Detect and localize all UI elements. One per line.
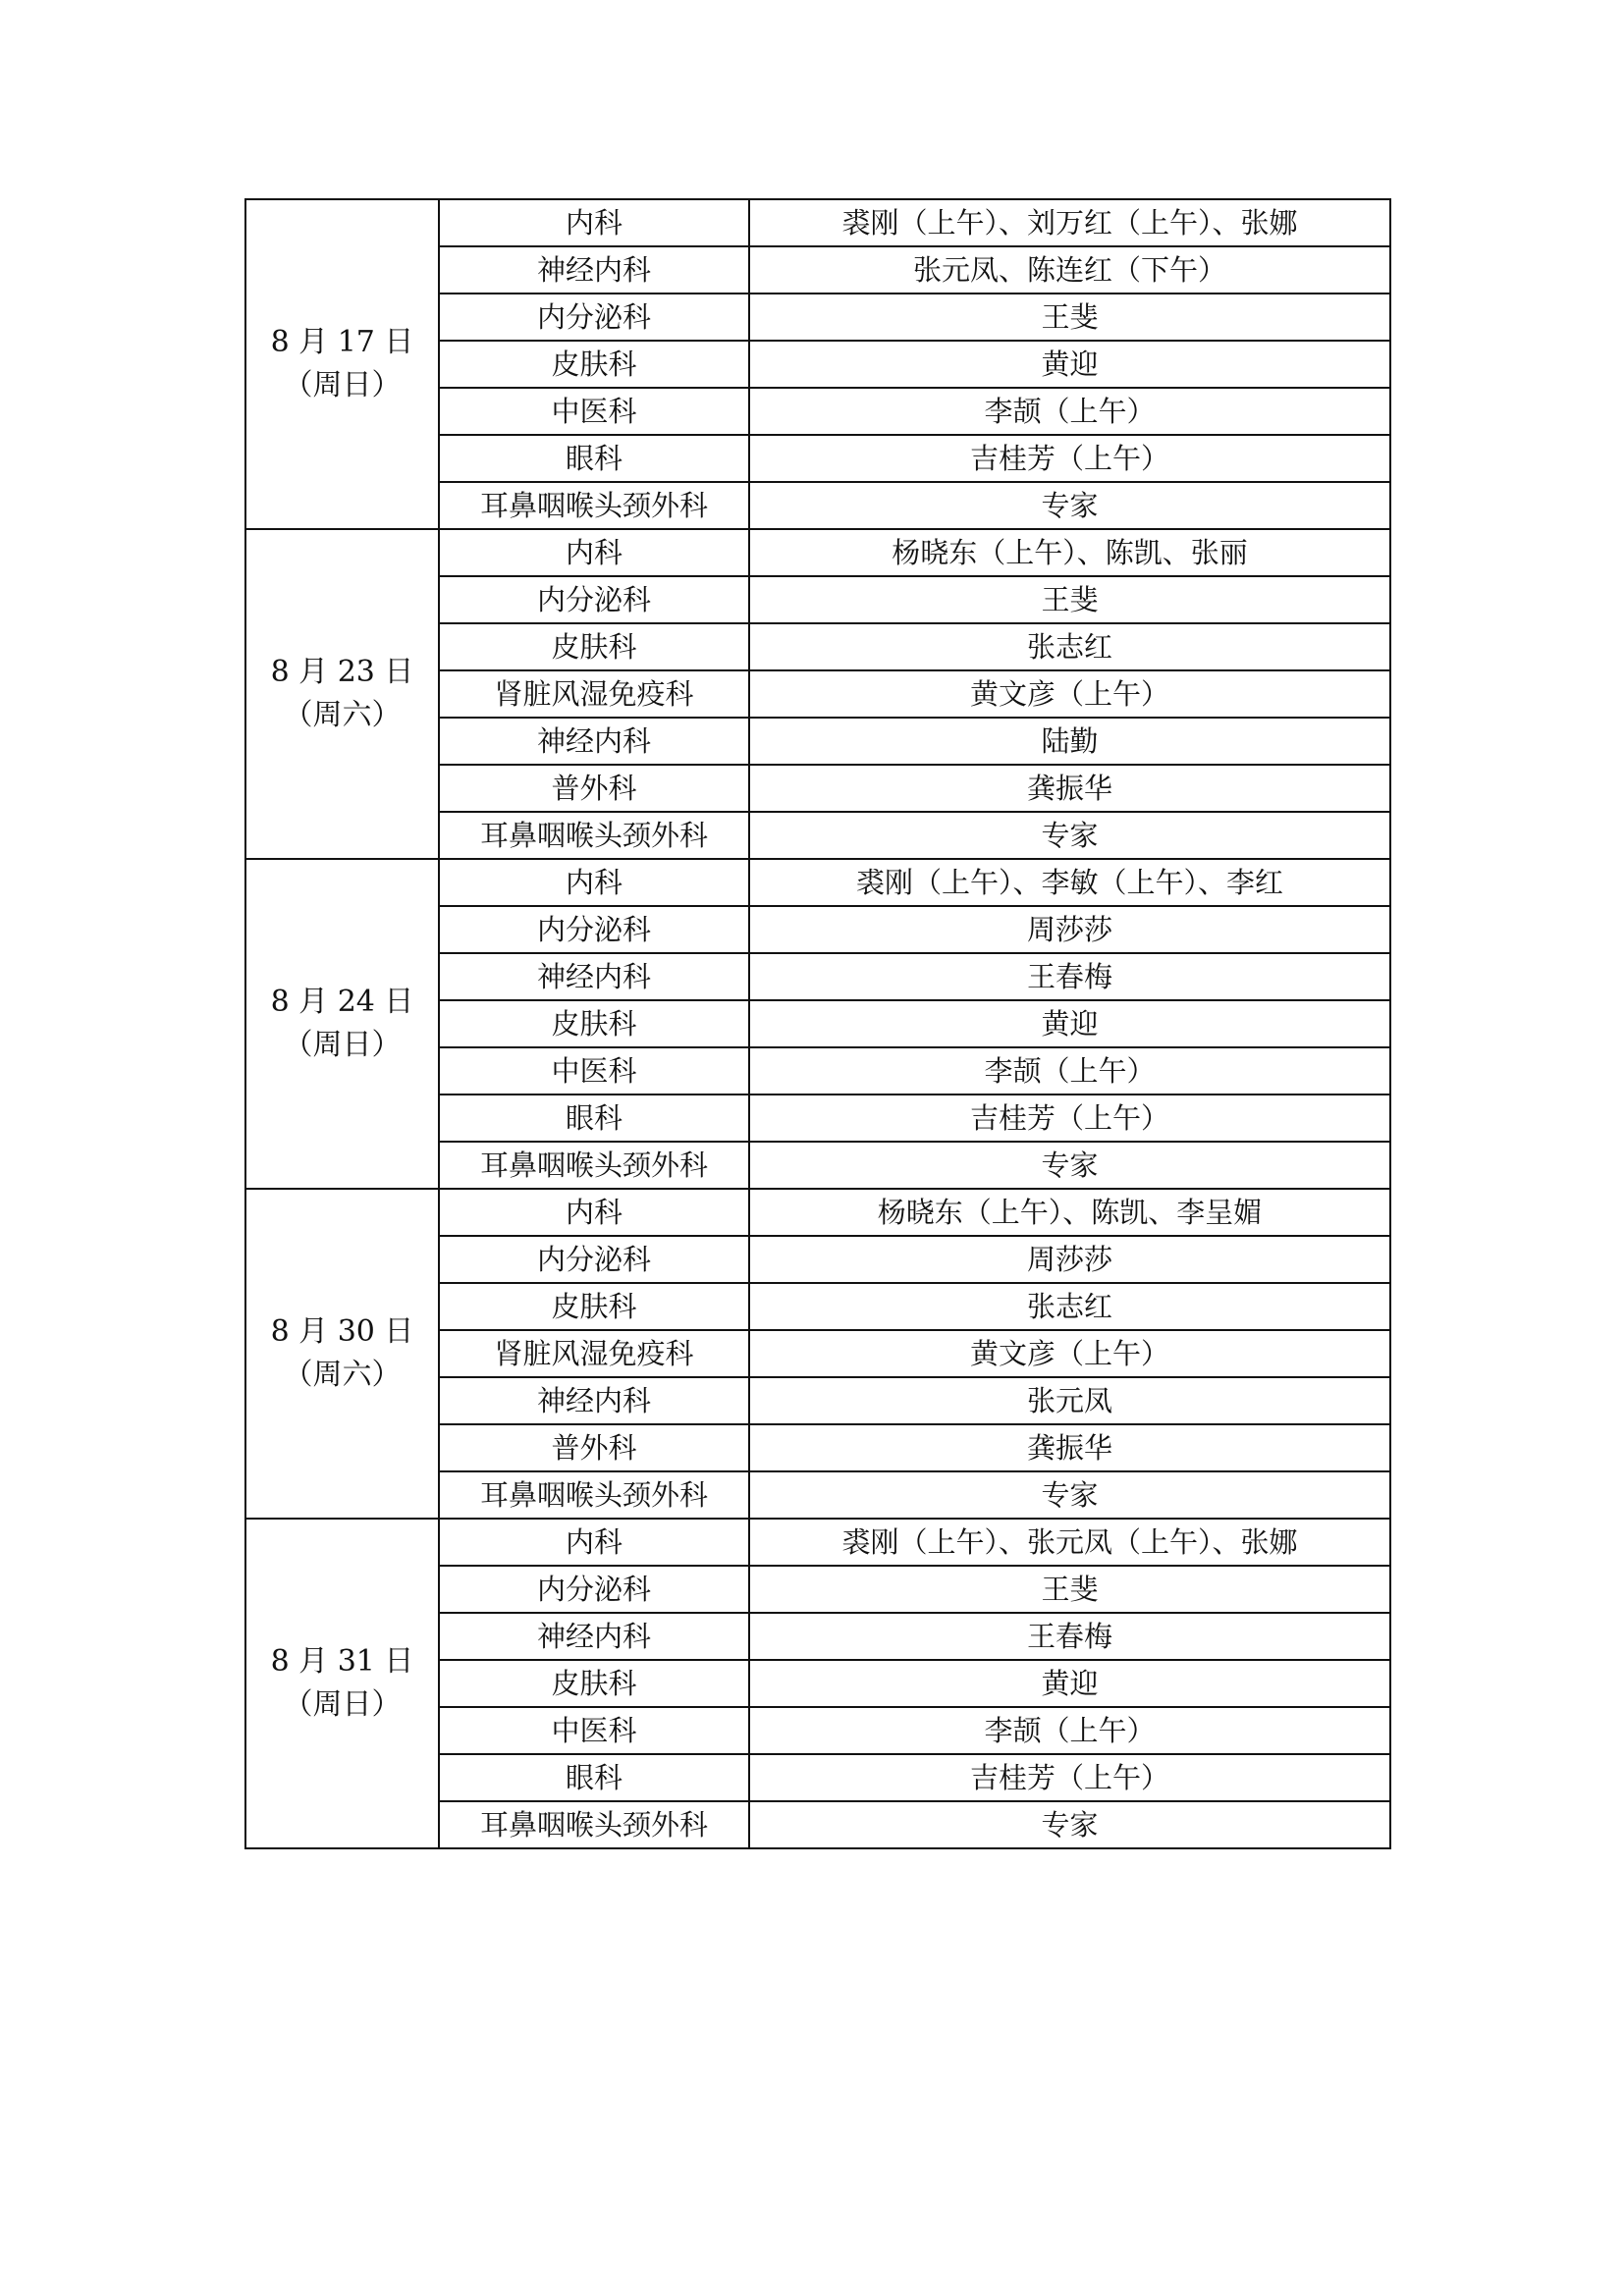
schedule-row xyxy=(245,199,1390,246)
schedule-row xyxy=(245,1189,1390,1236)
department-cell: 中医科 xyxy=(439,1047,749,1095)
doctors-cell: 吉桂芳（上午） xyxy=(749,1095,1390,1142)
department-cell: 普外科 xyxy=(439,1424,749,1471)
doctors-cell: 专家 xyxy=(749,1142,1390,1189)
department-cell: 皮肤科 xyxy=(439,1000,749,1047)
doctors-cell: 专家 xyxy=(749,1471,1390,1519)
doctors-cell: 黄文彦（上午） xyxy=(749,1330,1390,1377)
weekday-label: （周日） xyxy=(283,368,402,402)
department-cell: 神经内科 xyxy=(439,1377,749,1424)
doctors-cell: 王春梅 xyxy=(749,1613,1390,1660)
weekday-label: （周六） xyxy=(283,1358,402,1392)
department-cell: 内科 xyxy=(439,1519,749,1566)
department-cell: 肾脏风湿免疫科 xyxy=(439,670,749,718)
date-label: 8 月 30 日 xyxy=(270,1314,414,1349)
department-cell: 眼科 xyxy=(439,435,749,482)
weekday-label: （周六） xyxy=(283,698,402,732)
department-cell: 神经内科 xyxy=(439,246,749,294)
doctors-cell: 裘刚（上午）、李敏（上午）、李红 xyxy=(749,859,1390,906)
department-cell: 耳鼻咽喉头颈外科 xyxy=(439,1801,749,1848)
date-label: 8 月 17 日 xyxy=(270,325,414,359)
department-cell: 内科 xyxy=(439,199,749,246)
doctors-cell: 张元凤 xyxy=(749,1377,1390,1424)
schedule-row xyxy=(245,859,1390,906)
doctors-cell: 专家 xyxy=(749,1801,1390,1848)
doctors-cell: 龚振华 xyxy=(749,765,1390,812)
department-cell: 耳鼻咽喉头颈外科 xyxy=(439,812,749,859)
department-cell: 皮肤科 xyxy=(439,1660,749,1707)
department-cell: 内科 xyxy=(439,859,749,906)
doctors-cell: 李颉（上午） xyxy=(749,388,1390,435)
doctors-cell: 黄迎 xyxy=(749,1000,1390,1047)
doctors-cell: 专家 xyxy=(749,812,1390,859)
doctors-cell: 陆勤 xyxy=(749,718,1390,765)
department-cell: 肾脏风湿免疫科 xyxy=(439,1330,749,1377)
department-cell: 皮肤科 xyxy=(439,1283,749,1330)
date-cell xyxy=(245,199,439,529)
department-cell: 眼科 xyxy=(439,1095,749,1142)
doctors-cell: 李颉（上午） xyxy=(749,1047,1390,1095)
doctors-cell: 王春梅 xyxy=(749,953,1390,1000)
department-cell: 耳鼻咽喉头颈外科 xyxy=(439,1471,749,1519)
date-label: 8 月 31 日 xyxy=(270,1644,414,1679)
doctors-cell: 张志红 xyxy=(749,623,1390,670)
date-cell xyxy=(245,1189,439,1519)
doctors-cell: 黄迎 xyxy=(749,1660,1390,1707)
department-cell: 普外科 xyxy=(439,765,749,812)
department-cell: 耳鼻咽喉头颈外科 xyxy=(439,1142,749,1189)
doctors-cell: 李颉（上午） xyxy=(749,1707,1390,1754)
doctors-cell: 杨晓东（上午）、陈凯、张丽 xyxy=(749,529,1390,576)
department-cell: 耳鼻咽喉头颈外科 xyxy=(439,482,749,529)
doctors-cell: 吉桂芳（上午） xyxy=(749,1754,1390,1801)
schedule-body xyxy=(245,199,1390,1848)
department-cell: 神经内科 xyxy=(439,953,749,1000)
doctors-cell: 张志红 xyxy=(749,1283,1390,1330)
department-cell: 中医科 xyxy=(439,1707,749,1754)
doctors-cell: 龚振华 xyxy=(749,1424,1390,1471)
date-cell xyxy=(245,859,439,1189)
doctors-cell: 专家 xyxy=(749,482,1390,529)
department-cell: 内分泌科 xyxy=(439,906,749,953)
schedule-row xyxy=(245,529,1390,576)
department-cell: 内分泌科 xyxy=(439,1236,749,1283)
department-cell: 神经内科 xyxy=(439,718,749,765)
schedule-row xyxy=(245,1519,1390,1566)
date-label: 8 月 23 日 xyxy=(270,655,414,689)
doctors-cell: 杨晓东（上午）、陈凯、李呈媚 xyxy=(749,1189,1390,1236)
doctors-cell: 王斐 xyxy=(749,576,1390,623)
doctors-cell: 王斐 xyxy=(749,1566,1390,1613)
department-cell: 皮肤科 xyxy=(439,341,749,388)
department-cell: 内分泌科 xyxy=(439,576,749,623)
clinic-schedule-table xyxy=(244,198,1391,1849)
date-cell xyxy=(245,529,439,859)
department-cell: 皮肤科 xyxy=(439,623,749,670)
department-cell: 神经内科 xyxy=(439,1613,749,1660)
doctors-cell: 黄文彦（上午） xyxy=(749,670,1390,718)
department-cell: 内科 xyxy=(439,1189,749,1236)
department-cell: 内分泌科 xyxy=(439,1566,749,1613)
department-cell: 内分泌科 xyxy=(439,294,749,341)
department-cell: 中医科 xyxy=(439,388,749,435)
department-cell: 内科 xyxy=(439,529,749,576)
weekday-label: （周日） xyxy=(283,1687,402,1722)
doctors-cell: 周莎莎 xyxy=(749,906,1390,953)
weekday-label: （周日） xyxy=(283,1028,402,1062)
doctors-cell: 吉桂芳（上午） xyxy=(749,435,1390,482)
doctors-cell: 张元凤、陈连红（下午） xyxy=(749,246,1390,294)
doctors-cell: 裘刚（上午）、张元凤（上午）、张娜 xyxy=(749,1519,1390,1566)
doctors-cell: 王斐 xyxy=(749,294,1390,341)
date-cell xyxy=(245,1519,439,1848)
doctors-cell: 裘刚（上午）、刘万红（上午）、张娜 xyxy=(749,199,1390,246)
department-cell: 眼科 xyxy=(439,1754,749,1801)
doctors-cell: 周莎莎 xyxy=(749,1236,1390,1283)
doctors-cell: 黄迎 xyxy=(749,341,1390,388)
date-label: 8 月 24 日 xyxy=(270,985,414,1019)
